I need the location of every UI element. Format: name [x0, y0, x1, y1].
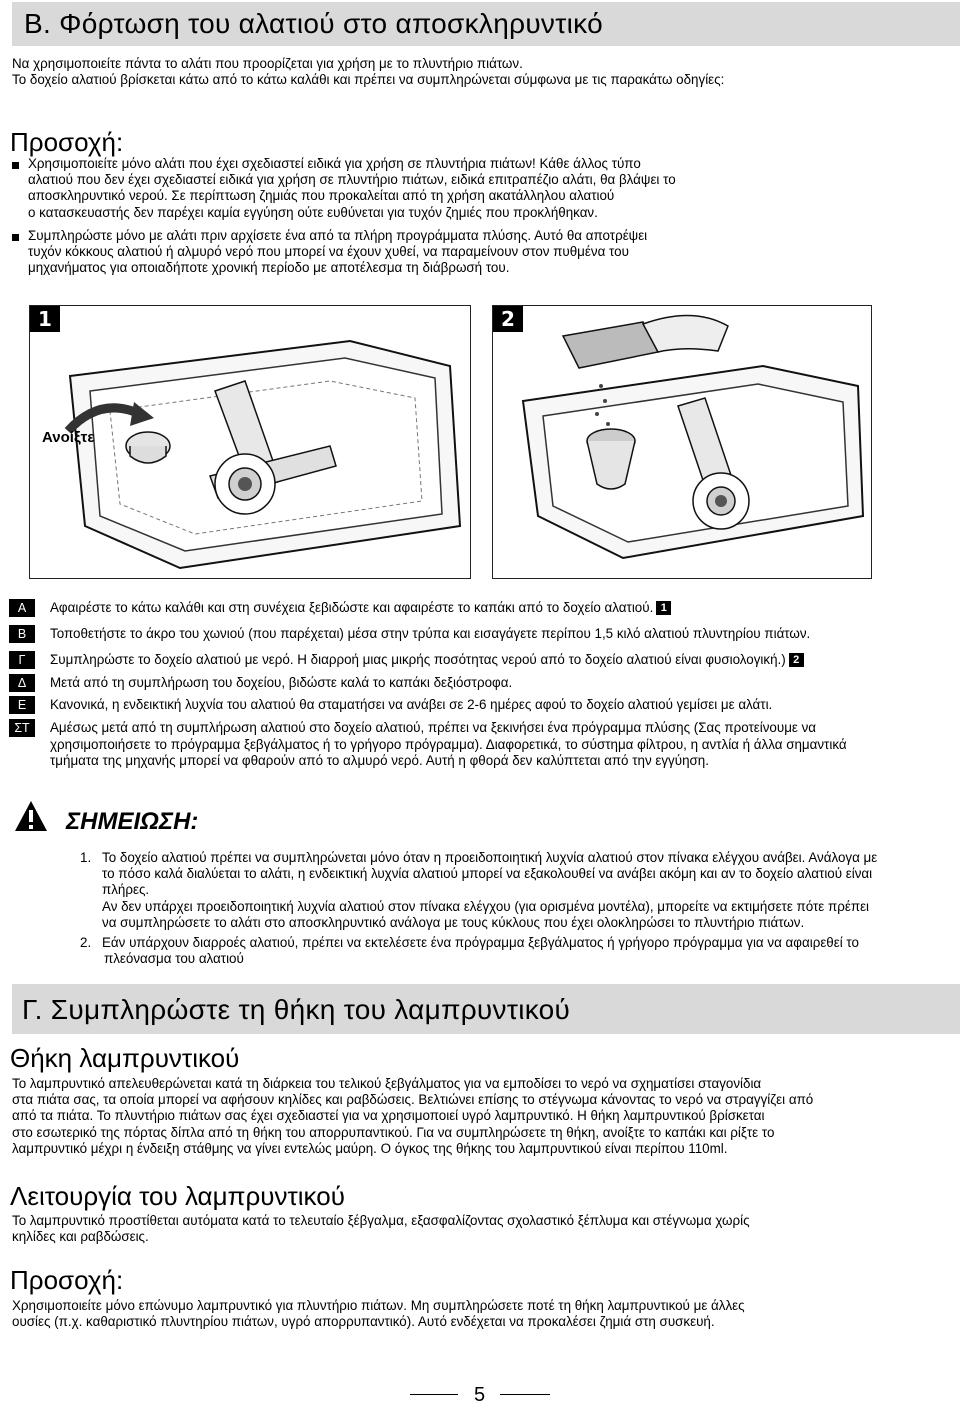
step-f-line: χρησιμοποιήσετε το πρόγραμμα ξεβγάλματος ή το γρήγορο πρόγραμμα). Διαφορετικά, το σύστημα φίλτρου, η αντλία ή άλλα σημαντικά	[50, 736, 847, 752]
caution-bullet-1-line: αλατιού που δεν έχει σχεδιαστεί ειδικά για χρήση σε πλυντήριο πιάτων, ειδικά επιτραπέζιο αλάτι, θα βλάψει το	[28, 172, 676, 188]
caution-bullet-2-line: Συμπληρώστε μόνο με αλάτι πριν αρχίσετε ένα από τα πλήρη προγράμματα πλύσης. Αυτό θα αποτρέψει	[28, 228, 648, 243]
rinse-aid-function-heading: Λειτουργία του λαμπρυντικού	[10, 1181, 345, 1211]
note-1-line: Αν δεν υπάρχει προειδοποιητική λυχνία αλατιού στον πίνακα ελέγχου (για ορισμένα μοντέλα), μπορείτε να εκτιμήσετε πότε πρέπει	[102, 898, 870, 914]
warning-icon	[14, 800, 48, 832]
step-f-badge: ΣΤ	[9, 719, 35, 737]
rinse-aid-dispenser-line: στα πιάτα σας, τα οποία μπορεί να αφήσουν κηλίδες και ραβδώσεις. Βελτιώνει επίσης το στέγνωμα κάνοντας το νερό να στραγγίζει από	[12, 1092, 814, 1108]
salt-funnel-illustration	[493, 306, 871, 578]
rinse-aid-caution-line: Χρησιμοποιείτε μόνο επώνυμο λαμπρυντικό για πλυντήριο πιάτων. Μη συμπληρώσετε ποτέ τη θήκη λαμπρυντικού με άλλες	[12, 1298, 745, 1313]
section-g-title: Γ. Συμπληρώστε τη θήκη του λαμπρυντικού	[22, 994, 571, 1025]
rinse-aid-dispenser-line: Το λαμπρυντικό απελευθερώνεται κατά τη διάρκεια του τελικού ξεβγάλματος για να εμποδίσει το νερό να σχηματίσει σταγονίδια	[12, 1076, 762, 1091]
rinse-aid-dispenser-line: στο εσωτερικό της πόρτας δίπλα από τη θήκη του απορρυπαντικού. Για να συμπληρώσετε τη θήκη, ανοίξτε το καπάκι και ρίξτε το	[12, 1124, 775, 1140]
rinse-aid-dispenser-text	[12, 1076, 813, 1157]
caution-bullet-1-line: αποσκληρυντικό νερού. Σε περίπτωση ζημιάς που προκαλείται από τη χρήση ακατάλληλου αλατιού	[28, 188, 615, 204]
step-d-text: Μετά από τη συμπλήρωση του δοχείου, βιδώστε καλά το καπάκι δεξιόστροφα.	[50, 675, 513, 690]
step-e-badge: Ε	[9, 696, 35, 714]
step-c-badge: Γ	[9, 651, 35, 669]
note-2-line: Εάν υπάρχουν διαρροές αλατιού, πρέπει να εκτελέσετε ένα πρόγραμμα ξεβγάλματος ή γρήγορο πρόγραμμα για να αφαιρεθεί το	[102, 935, 859, 950]
footer-rule-right	[500, 1394, 550, 1395]
step-a-badge: Α	[9, 599, 35, 617]
figure-1-number: 1	[30, 306, 60, 332]
step-c-text	[50, 652, 804, 669]
step-b-badge: Β	[9, 625, 35, 643]
rinse-aid-dispenser-line: λαμπρυντικό μέχρι η ένδειξη στάθμης να γίνει εντελώς μαύρη. Ο όγκος της θήκης του λαμπρυντικού είναι περίπου 110ml.	[12, 1140, 728, 1156]
figure-2-number: 2	[493, 306, 523, 332]
rinse-aid-dispenser-line: από τα πιάτα. Το πλυντήριο πιάτων σας έχει σχεδιαστεί για να χρησιμοποιεί υγρό λαμπρυντικό. Η θήκη λαμπρυντικού βρίσκεται	[12, 1108, 765, 1124]
note-1-number: 1.	[80, 850, 92, 865]
section-b-header	[12, 2, 960, 46]
rinse-aid-dispenser-heading: Θήκη λαμπρυντικού	[10, 1043, 240, 1073]
caution-bullet-1-line: ο κατασκευαστής δεν παρέχει καμία εγγύηση ούτε ευθύνεται για τυχόν ζημιές που προκλήθηκαν.	[28, 204, 598, 220]
section-g-header	[12, 984, 960, 1034]
step-a-line: Αφαιρέστε το κάτω καλάθι και στη συνέχεια ξεβιδώστε και αφαιρέστε το καπάκι από το δοχείο αλατιού.	[50, 600, 654, 615]
footer-rule-left	[410, 1394, 458, 1395]
rinse-aid-caution-heading: Προσοχή:	[10, 1265, 124, 1295]
step-f-text	[50, 720, 847, 770]
note-1-line: Το δοχείο αλατιού πρέπει να συμπληρώνεται μόνο όταν η προειδοποιητική λυχνία αλατιού στον πίνακα ελέγχου ανάβει. Ανάλογα με	[102, 850, 878, 865]
caution-heading: Προσοχή:	[10, 127, 124, 157]
bullet-icon	[12, 234, 19, 241]
caution-bullet-2-line: τυχόν κόκκους αλατιού ή αλμυρό νερό που μπορεί να έχουν χυθεί, να παραμείνουν στον πυθμένα του	[28, 244, 629, 260]
section-b-title: Β. Φόρτωση του αλατιού στο αποσκληρυντικό	[24, 8, 603, 39]
note-1-line: πλήρες.	[102, 882, 150, 898]
note-2-number: 2.	[80, 935, 92, 950]
rinse-aid-caution-line: ουσίες (π.χ. καθαριστικό πλυντηρίου πιάτων, υγρό απορρυπαντικό). Αυτό ενδέχεται να προκαλέσει ζημιά στη συσκευή.	[12, 1314, 715, 1330]
step-f-line: τμήματα της μηχανής μπορεί να φθαρούν από το αλμυρό νερό. Αυτή η φθορά δεν καλύπτεται από την εγγύηση.	[50, 753, 709, 768]
bullet-icon	[12, 162, 19, 169]
step-b-text: Τοποθετήστε το άκρο του χωνιού (που παρέχεται) μέσα στην τρύπα και εισαγάγετε περίπου 1,5 κιλό αλατιού πλυντηρίου πιάτων.	[50, 626, 811, 641]
step-a-text	[50, 600, 671, 617]
figure-2	[492, 305, 872, 579]
step-c-line: Συμπληρώστε το δοχείο αλατιού με νερό. Η διαρροή μιας μικρής ποσότητας νερού από το δοχείο αλατιού είναι φυσιολογική.)	[50, 652, 786, 667]
caution-bullet-2-line: μηχανήματος για οποιαδήποτε χρονική περίοδο με αποτέλεσμα τη διάβρωσή του.	[28, 260, 510, 276]
caution-bullet-1	[28, 156, 676, 221]
intro-line-1: Να χρησιμοποιείτε πάντα το αλάτι που προορίζεται για χρήση με το πλυντήριο πιάτων.	[12, 56, 523, 71]
caution-bullet-2	[28, 228, 647, 277]
figure-ref-badge: 2	[789, 653, 804, 667]
note-2-text	[102, 935, 859, 967]
rinse-aid-function-text	[12, 1213, 750, 1245]
note-1-line: το πόσο καλά διαλύεται το αλάτι, η ενδεικτική λυχνία αλατιού μπορεί να εξακολουθεί να ανάβει ακόμη και αν το δοχείο αλατιού είναι	[102, 866, 873, 882]
note-1-line: να συμπληρώσετε το αλάτι στο αποσκληρυντικό ανάλογα με τους κύκλους που έχει ολοκληρώσει το πλυντήριο πιάτων.	[102, 914, 805, 930]
figure-1	[29, 305, 471, 579]
step-f-line: Αμέσως μετά από τη συμπλήρωση αλατιού στο δοχείο αλατιού, πρέπει να ξεκινήσει ένα πρόγραμμα πλύσης (Σας προτείνουμε να	[50, 720, 817, 735]
note-2-line: πλεόνασμα του αλατιού	[104, 951, 244, 967]
rinse-aid-function-line: Το λαμπρυντικό προστίθεται αυτόματα κατά το τελευταίο ξέβγαλμα, εξασφαλίζοντας σχολαστικό ξέπλυμα και στέγνωμα χωρίς	[12, 1213, 750, 1228]
page-number: 5	[474, 1384, 486, 1406]
dishwasher-tub-illustration	[30, 306, 470, 578]
note-heading: ΣΗΜΕΙΩΣΗ:	[66, 808, 199, 835]
caution-bullet-1-line: Χρησιμοποιείτε μόνο αλάτι που έχει σχεδιαστεί ειδικά για χρήση σε πλυντήρια πιάτων! Κάθε άλλος τύπο	[28, 156, 641, 171]
intro-line-2: Το δοχείο αλατιού βρίσκεται κάτω από το κάτω καλάθι και πρέπει να συμπληρώνεται σύμφωνα με τις παρακάτω οδηγίες:	[12, 72, 725, 87]
figure-ref-badge: 1	[656, 601, 671, 615]
note-1-text	[102, 850, 877, 931]
step-d-badge: Δ	[9, 674, 35, 692]
open-label: Ανοίξτε	[42, 429, 95, 446]
rinse-aid-function-line: κηλίδες και ραβδώσεις.	[12, 1229, 149, 1245]
step-e-text: Κανονικά, η ενδεικτική λυχνία του αλατιού θα σταματήσει να ανάβει σε 2-6 ημέρες αφού το δοχείο αλατιού γεμίσει με αλάτι.	[50, 697, 773, 712]
rinse-aid-caution-text	[12, 1298, 745, 1330]
